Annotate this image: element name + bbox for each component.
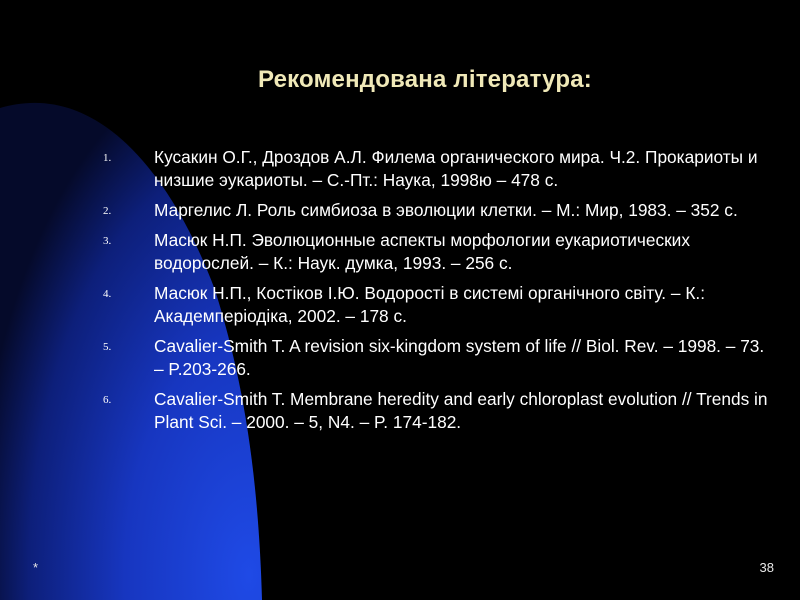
reference-item [103,146,768,192]
reference-text: Cavalier-Smith T. Membrane heredity and early chloroplast evolution // Trends in Plant Sci. – 2000. – 5, N4. – P. 174-182. [154,389,768,432]
reference-text: Масюк Н.П., Костіков І.Ю. Водорості в системі органічного світу. – К.: Академперіодіка, 2002. – 178 с. [154,283,705,326]
footer-date-placeholder: * [33,560,39,575]
reference-text: Cavalier-Smith T. A revision six-kingdom system of life // Biol. Rev. – 1998. – 73. – P.203-266. [154,336,765,379]
list-number: 3. [103,235,112,247]
list-number: 6. [103,394,112,406]
reference-item [103,388,768,434]
references-list [103,146,768,441]
list-number: 4. [103,288,112,300]
slide-number: 38 [759,560,774,575]
list-number: 2. [103,205,112,217]
reference-item [103,335,768,381]
list-number: 1. [103,152,112,164]
reference-item [103,229,768,275]
reference-text: Кусакин О.Г., Дроздов А.Л. Филема органического мира. Ч.2. Прокариоты и низшие эукариоты. – С.-Пт.: Наука, 1998ю – 478 с. [154,147,758,190]
list-number: 5. [103,341,112,353]
reference-text: Масюк Н.П. Эволюционные аспекты морфологии еукариотических водорослей. – К.: Наук. думка, 1993. – 256 с. [154,230,690,273]
reference-item [103,199,768,222]
reference-item [103,282,768,328]
slide-title: Рекомендована література: [258,66,592,93]
reference-text: Маргелис Л. Роль симбиоза в эволюции клетки. – М.: Мир, 1983. – 352 с. [154,200,738,220]
